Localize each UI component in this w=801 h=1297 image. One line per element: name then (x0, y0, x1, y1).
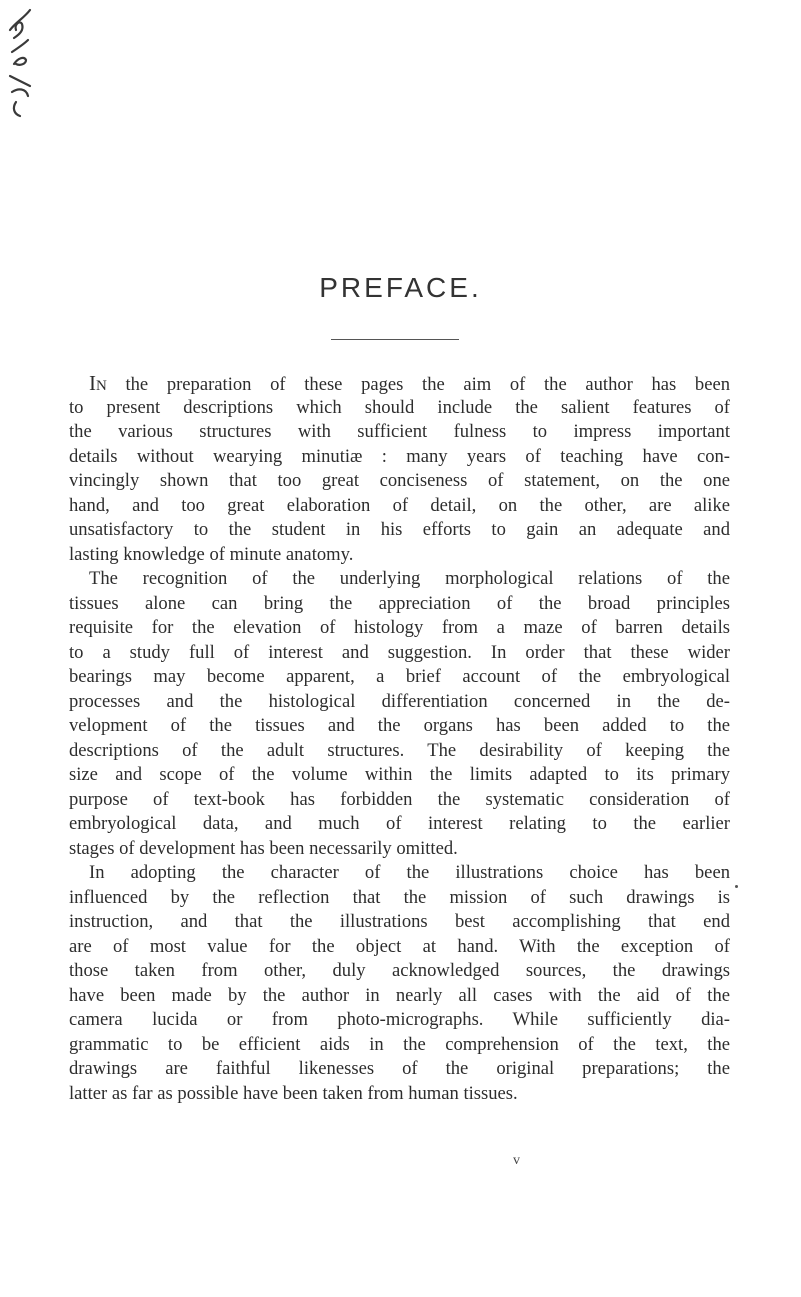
text-line: drawings are faithful likenesses of the original preparations; the (69, 1058, 730, 1079)
preface-body (69, 371, 730, 1106)
text-line: descriptions of the adult structures. The desirability of keeping the (69, 739, 730, 761)
text-line: grammatic to be efficient aids in the comprehension of the text, the (69, 1033, 730, 1055)
text-line: The recognition of the underlying morphological relations of the (89, 568, 730, 589)
print-speck (735, 885, 738, 888)
drop-word: I (89, 371, 96, 395)
handwritten-shelf-mark (2, 4, 36, 124)
text-line: velopment of the tissues and the organs has been added to the (69, 715, 730, 736)
text-line: lasting knowledge of minute anatomy. (69, 543, 354, 565)
text-line: In adopting the character of the illustrations choice has been (89, 862, 730, 883)
text-line: the various structures with sufficient fulness to impress important (69, 421, 730, 442)
text-line: vincingly shown that too great conciseness of statement, on the one (69, 470, 730, 491)
text-line: latter as far as possible have been taken from human tissues. (69, 1082, 518, 1104)
text-line: influenced by the reflection that the mission of such drawings is (69, 886, 730, 908)
text-line: requisite for the elevation of histology from a maze of barren details (69, 617, 730, 638)
text-line: stages of development has been necessarily omitted. (69, 837, 458, 859)
text-line: size and scope of the volume within the limits adapted to its primary (69, 764, 730, 785)
text-line: to present descriptions which should include the salient features of (69, 396, 730, 418)
small-cap-letters: N (96, 378, 107, 394)
text-line: details without wearying minutiæ : many years of teaching have con- (69, 445, 730, 467)
text-line: those taken from other, duly acknowledged sources, the drawings (69, 960, 730, 981)
text-line: processes and the histological differentiation concerned in the de- (69, 690, 730, 712)
text-line: are of most value for the object at hand. With the exception of (69, 935, 730, 957)
text-line: purpose of text-book has forbidden the systematic consideration of (69, 788, 730, 810)
text-line: hand, and too great elaboration of detail, on the other, are alike (69, 494, 730, 516)
text-line: have been made by the author in nearly all cases with the aid of the (69, 984, 730, 1006)
page-number: v (513, 1153, 520, 1168)
text-line: unsatisfactory to the student in his efforts to gain an adequate and (69, 519, 730, 540)
text-line: bearings may become apparent, a brief account of the embryological (69, 666, 730, 687)
text-line: tissues alone can bring the appreciation of the broad principles (69, 592, 730, 614)
text-line: camera lucida or from photo-micrographs. While sufficiently dia- (69, 1009, 730, 1030)
text-line-content: the preparation of these pages the aim of the author has been (106, 374, 730, 395)
text-line: instruction, and that the illustrations best accomplishing that end (69, 911, 730, 932)
text-line: to a study full of interest and suggestion. In order that these wider (69, 641, 730, 663)
title-rule (331, 339, 459, 340)
text-line: embryological data, and much of interest relating to the earlier (69, 813, 730, 834)
text-line (69, 371, 730, 396)
page-title: PREFACE. (319, 272, 482, 303)
